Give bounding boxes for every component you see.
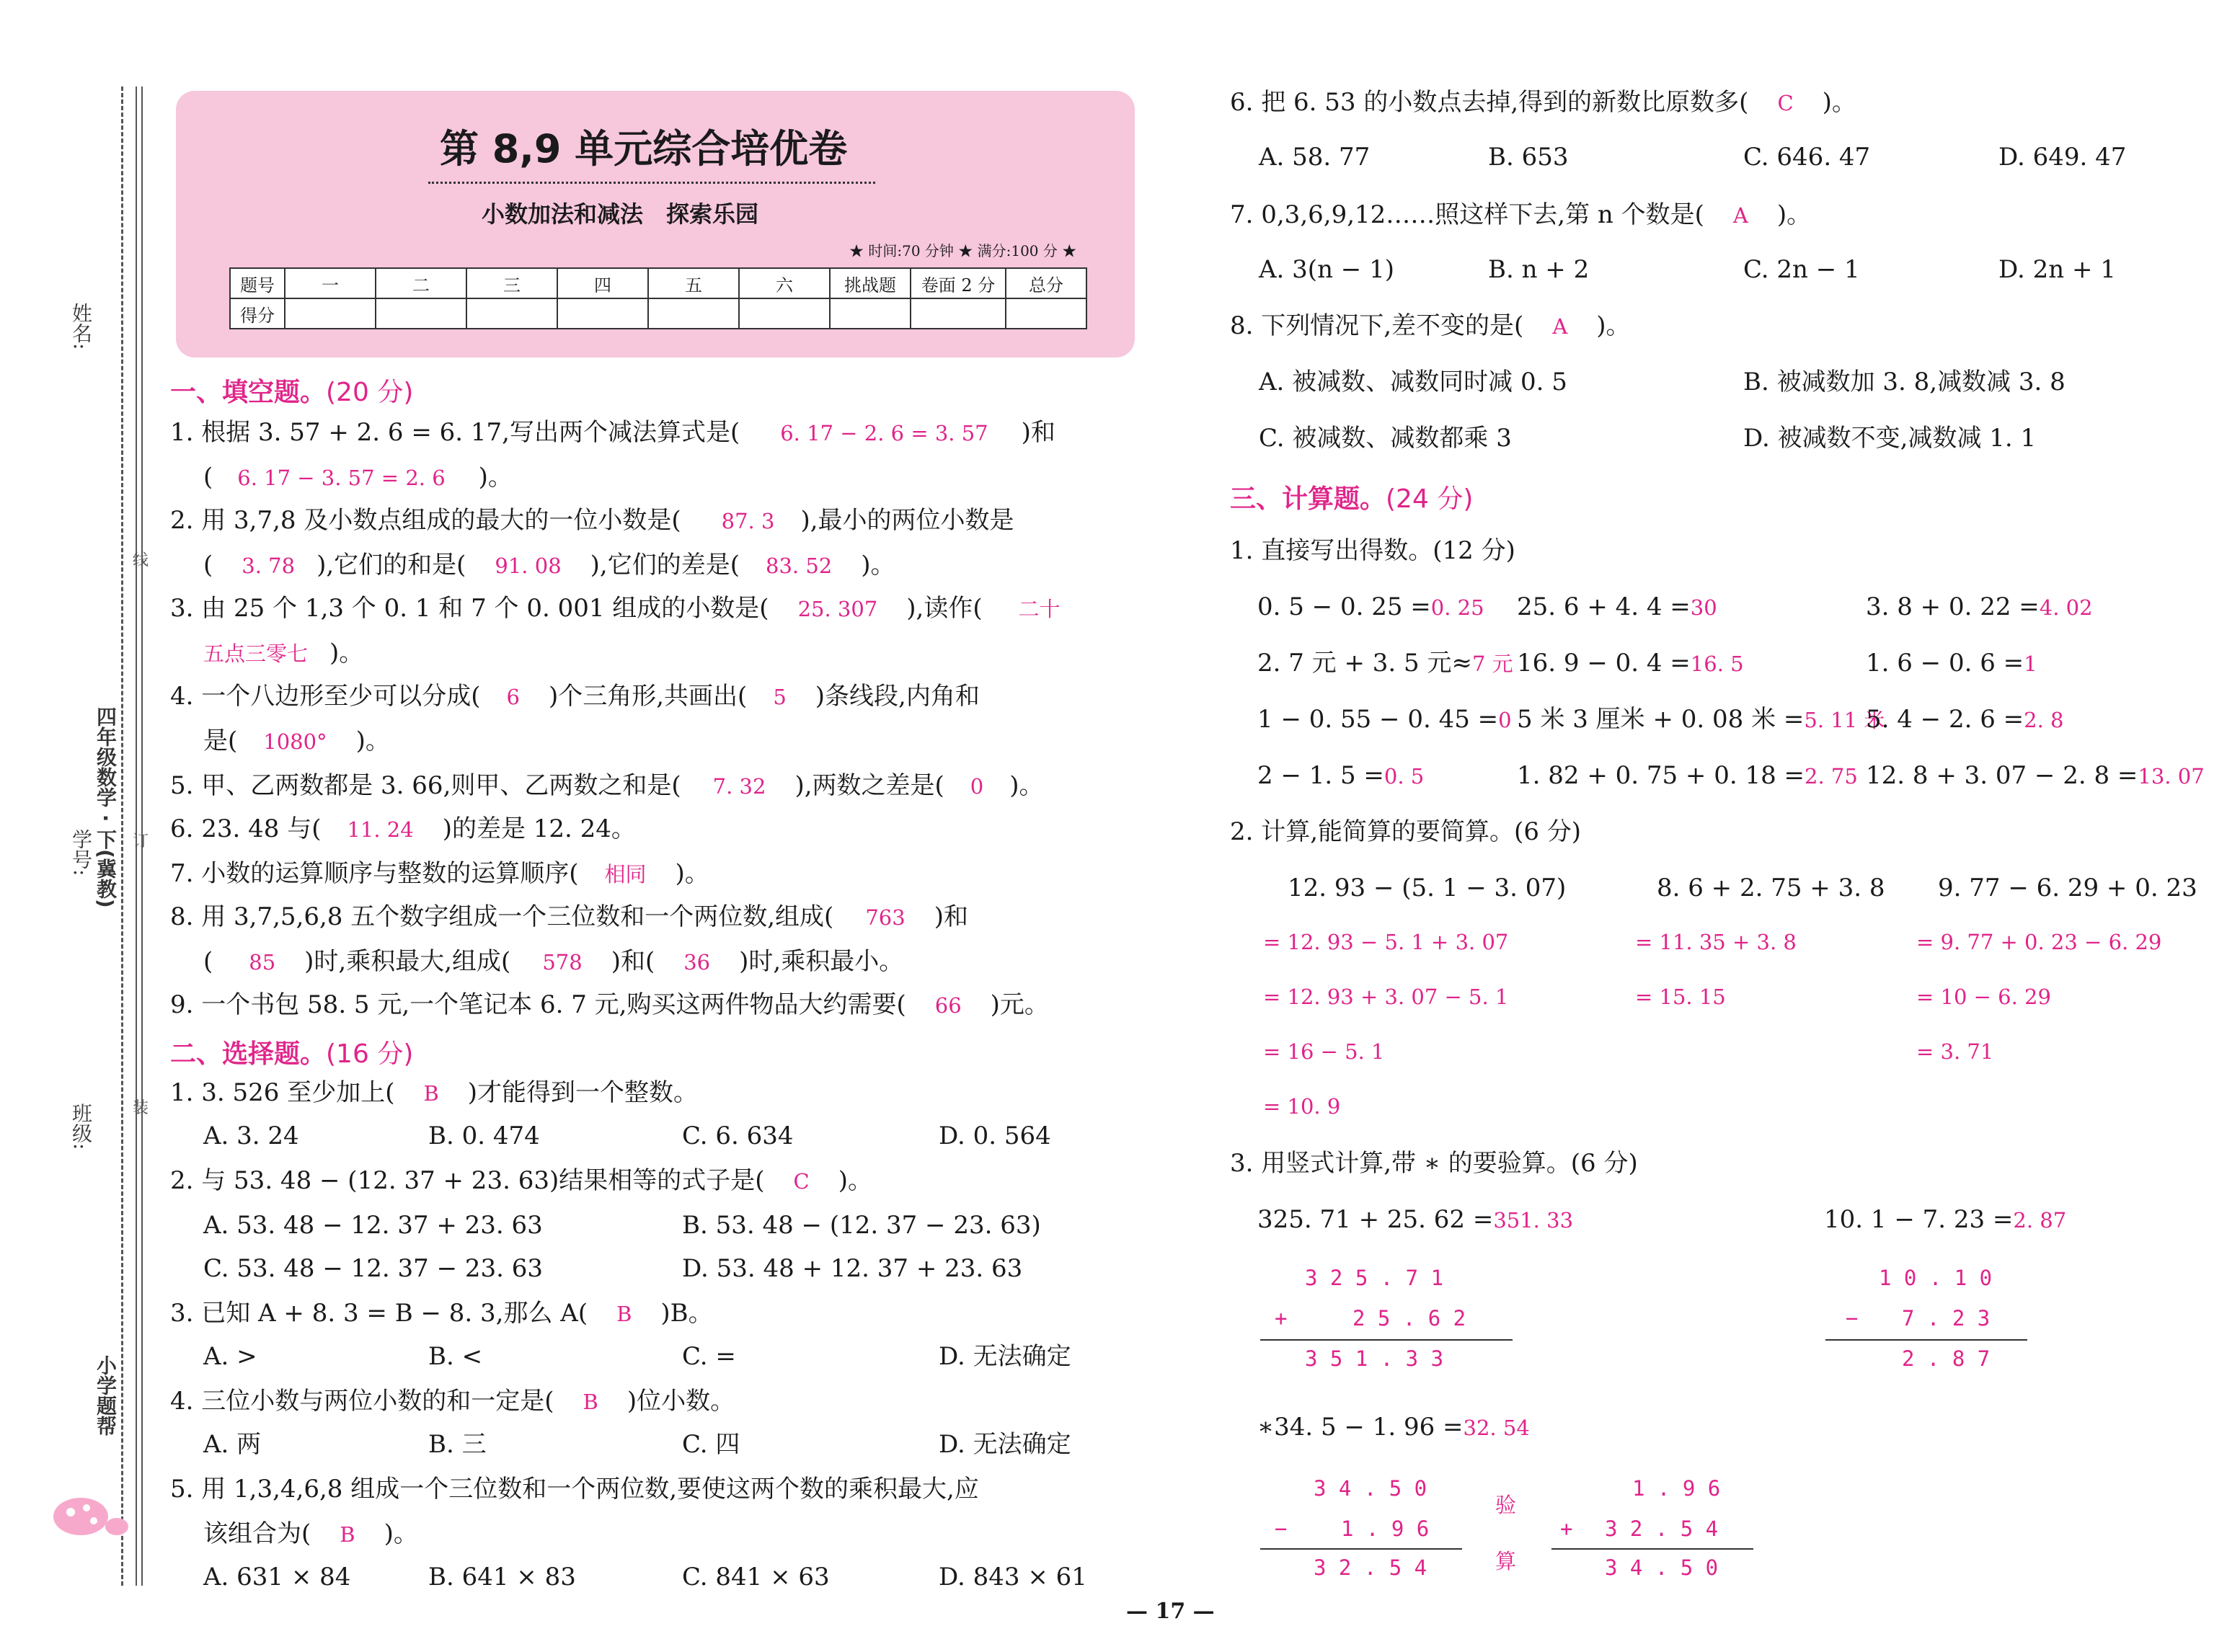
score-cell: 得分 <box>230 298 285 329</box>
cut-char-1: 线 <box>133 551 149 569</box>
option: D. 无法确定 <box>939 1342 1071 1371</box>
section-1-title <box>170 372 413 409</box>
v3-operator: − <box>1275 1516 1288 1541</box>
option: D. 649. 47 <box>1998 143 2127 172</box>
s2-q7 <box>1230 199 1811 231</box>
text: )。 <box>838 1166 872 1195</box>
answer: B <box>616 1302 632 1326</box>
v1-mid: 2 5 . 6 2 <box>1352 1306 1466 1331</box>
oral-calc <box>1257 591 1484 623</box>
option: B. 被减数加 3. 8,减数减 3. 8 <box>1743 368 2066 396</box>
calc-answer: 30 <box>1690 595 1717 620</box>
option: D. 被减数不变,减数减 1. 1 <box>1743 424 2037 453</box>
s1-q4-line2 <box>203 725 390 758</box>
text: 6. 23. 48 与( <box>170 814 322 843</box>
cut-char-3: 装 <box>133 1099 149 1117</box>
answer: B <box>423 1081 439 1106</box>
text: ),它们的差是( <box>590 551 740 579</box>
oral-calc <box>1866 703 2064 736</box>
text: 7. 0,3,6,9,12……照这样下去,第 n 个数是( <box>1230 200 1704 229</box>
text: ),读作( <box>906 594 983 623</box>
option: A. 3. 24 <box>203 1122 299 1150</box>
calc-question: 1 − 0. 55 − 0. 45 = <box>1257 705 1499 734</box>
calc-question: 3. 8 + 0. 22 = <box>1866 592 2040 621</box>
v3-top: 3 4 . 5 0 <box>1314 1476 1427 1501</box>
text: 2. 用 3,7,8 及小数点组成的最大的一位小数是( <box>170 506 681 535</box>
v4-mid: 3 2 . 5 4 <box>1605 1516 1719 1541</box>
vertical-calc-1-prompt <box>1257 1204 1573 1236</box>
score-cell: 题号 <box>230 268 285 298</box>
text: )。 <box>355 727 390 755</box>
answer: 相同 <box>604 862 647 887</box>
option: D. 2n + 1 <box>1998 255 2116 284</box>
text: 4. 三位小数与两位小数的和一定是( <box>170 1387 554 1416</box>
s1-q4-line1 <box>170 680 980 713</box>
book-title: 四年级数学 · 下(冀教) <box>94 706 118 908</box>
calc-answer: 1 <box>2024 652 2037 676</box>
simplify-step: = 9. 77 + 0. 23 − 6. 29 <box>1916 930 2162 954</box>
simplify-step: = 12. 93 − 5. 1 + 3. 07 <box>1263 930 1509 954</box>
answer: 1080° <box>263 729 327 754</box>
simplify-step: = 10 − 6. 29 <box>1916 985 2051 1009</box>
text: )。 <box>675 859 709 888</box>
v1-operator: + <box>1275 1306 1288 1331</box>
s1-q3-line2 <box>203 637 363 670</box>
page-subtitle: 小数加法和减法 探索乐园 <box>482 200 759 228</box>
text: )。 <box>384 1519 418 1548</box>
mushroom-logo <box>50 1492 130 1542</box>
answer: 578 <box>542 950 583 974</box>
option: A. 631 × 84 <box>203 1563 351 1591</box>
v2-operator: − <box>1846 1306 1859 1331</box>
s1-q3-line1 <box>170 592 1061 625</box>
oral-calc <box>1257 647 1513 680</box>
option: D. 53. 48 + 12. 37 + 23. 63 <box>682 1254 1023 1283</box>
answer: 3. 78 <box>242 554 296 578</box>
option: A. > <box>203 1342 257 1371</box>
text: )。 <box>329 639 364 667</box>
s3-part2-title: 2. 计算,能简算的要简算。(6 分) <box>1230 817 1582 846</box>
s3-part1-title: 1. 直接写出得数。(12 分) <box>1230 536 1515 565</box>
section-1-points: (20 分) <box>326 378 414 407</box>
text: 1. 根据 3. 57 + 2. 6 = 6. 17,写出两个减法算式是( <box>170 418 740 447</box>
name-label: 姓名: <box>69 303 93 350</box>
v2-result: 2 . 8 7 <box>1902 1346 1991 1371</box>
answer: 11. 24 <box>347 817 414 842</box>
text: 3. 由 25 个 1,3 个 0. 1 和 7 个 0. 001 组成的小数是( <box>170 594 769 623</box>
s1-q1-line2 <box>203 461 513 494</box>
answer: 0 <box>970 774 984 799</box>
section-2-heading: 二、选择题。 <box>170 1039 327 1069</box>
option: A. 两 <box>203 1430 262 1459</box>
s1-q8-line2 <box>203 946 903 978</box>
simplify-step: = 11. 35 + 3. 8 <box>1635 930 1797 954</box>
answer: 7. 32 <box>712 774 766 799</box>
calc-answer: 0 <box>1498 708 1512 732</box>
answer: A <box>1552 314 1568 339</box>
check-label: 算 <box>1495 1549 1517 1573</box>
score-cell: 总分 <box>1006 268 1086 298</box>
section-3-title <box>1230 479 1473 515</box>
v4-top: 1 . 9 6 <box>1632 1476 1721 1501</box>
option: C. 6. 634 <box>682 1122 794 1150</box>
score-input[interactable] <box>557 298 648 329</box>
option: C. = <box>682 1342 736 1371</box>
binding-dashed-line <box>121 86 123 1586</box>
calc-answer: 0. 25 <box>1430 595 1484 620</box>
text: ( <box>203 551 213 579</box>
answer: 91. 08 <box>495 554 562 578</box>
answer: C <box>1777 91 1794 115</box>
calc-answer: 2. 8 <box>2024 708 2064 732</box>
text: 3. 已知 A + 8. 3 = B − 8. 3,那么 A( <box>170 1299 588 1328</box>
calc-question: ∗34. 5 − 1. 96 = <box>1257 1413 1464 1442</box>
score-cell: 卷面 2 分 <box>911 268 1006 298</box>
score-input[interactable] <box>830 298 911 329</box>
text: )。 <box>1776 200 1812 229</box>
section-2-title <box>170 1034 413 1070</box>
s1-q9 <box>170 989 1049 1021</box>
s2-q8 <box>1230 310 1631 342</box>
answer: 五点三零七 <box>203 641 309 666</box>
answer: 66 <box>934 993 962 1018</box>
s2-q5-line2 <box>203 1518 418 1550</box>
section-2-points: (16 分) <box>326 1039 414 1069</box>
score-input[interactable] <box>376 298 466 329</box>
s1-q8-line1 <box>170 901 968 933</box>
text: 9. 一个书包 58. 5 元,一个笔记本 6. 7 元,购买这两件物品大约需要( <box>170 990 906 1019</box>
score-input[interactable] <box>739 298 830 329</box>
answer: 6 <box>506 685 520 709</box>
section-3-points: (24 分) <box>1386 484 1474 514</box>
answer: B <box>583 1390 598 1414</box>
option: D. 843 × 61 <box>939 1563 1087 1591</box>
v3-result: 3 2 . 5 4 <box>1314 1555 1427 1580</box>
text: )和( <box>611 947 655 976</box>
v1-rule <box>1260 1339 1513 1341</box>
answer: 87. 3 <box>721 509 775 533</box>
s1-q7 <box>170 858 709 890</box>
option: B. 0. 474 <box>428 1122 540 1150</box>
answer: 6. 17 − 3. 57 = 2. 6 <box>237 466 446 490</box>
time-score-meta: ★ 时间:70 分钟 ★ 满分:100 分 ★ <box>849 242 1077 259</box>
s1-q6 <box>170 813 636 845</box>
simplify-expr: 12. 93 − (5. 1 − 3. 07) <box>1288 874 1567 902</box>
calc-answer: 2. 87 <box>2013 1208 2067 1233</box>
text: 是( <box>203 727 238 755</box>
answer: 6. 17 − 2. 6 = 3. 57 <box>780 421 988 445</box>
s2-q4 <box>170 1385 735 1418</box>
text: 1. 3. 526 至少加上( <box>170 1078 395 1107</box>
text: 7. 小数的运算顺序与整数的运算顺序( <box>170 859 579 888</box>
text: )时,乘积最大,组成( <box>304 947 511 976</box>
option: A. 被减数、减数同时减 0. 5 <box>1259 368 1567 396</box>
v4-result: 3 4 . 5 0 <box>1605 1555 1719 1580</box>
answer: A <box>1732 203 1748 228</box>
class-label: 班级: <box>69 1103 93 1150</box>
v3-rule <box>1260 1548 1462 1550</box>
text: )才能得到一个整数。 <box>467 1078 699 1107</box>
simplify-expr: 9. 77 − 6. 29 + 0. 23 <box>1938 874 2197 902</box>
page-title: 第 8,9 单元综合培优卷 <box>440 126 848 172</box>
oral-calc <box>1517 760 1858 792</box>
oral-calc <box>1257 760 1424 792</box>
score-input[interactable] <box>466 298 557 329</box>
option: B. n + 2 <box>1488 255 1590 284</box>
vertical-calc-3-prompt <box>1257 1411 1530 1444</box>
calc-question: 2 − 1. 5 = <box>1257 761 1384 790</box>
score-input[interactable] <box>648 298 739 329</box>
calc-answer: 16. 5 <box>1690 652 1744 676</box>
answer: 5 <box>773 685 787 709</box>
s1-q2-line2 <box>203 549 895 582</box>
simplify-step: = 3. 71 <box>1916 1039 1994 1064</box>
text: ),它们的和是( <box>316 551 466 579</box>
option: C. 646. 47 <box>1743 143 1871 172</box>
oral-calc <box>1866 591 2093 623</box>
text: 2. 与 53. 48 − (12. 37 + 23. 63)结果相等的式子是( <box>170 1166 765 1195</box>
calc-question: 10. 1 − 7. 23 = <box>1824 1205 2014 1234</box>
text: ),两数之差是( <box>794 771 944 800</box>
calc-answer: 0. 5 <box>1383 764 1425 789</box>
score-cell: 一 <box>285 268 376 298</box>
option: B. < <box>428 1342 483 1371</box>
score-cell: 三 <box>466 268 557 298</box>
option: A. 3(n − 1) <box>1259 255 1394 284</box>
text: )。 <box>1596 311 1631 340</box>
calc-answer: 13. 07 <box>2138 764 2205 789</box>
answer: 83. 52 <box>766 554 833 578</box>
text: )。 <box>478 463 513 492</box>
s1-q1-line1 <box>170 417 1055 449</box>
answer: 763 <box>865 905 906 930</box>
calc-question: 325. 71 + 25. 62 = <box>1257 1205 1494 1234</box>
oral-calc <box>1866 647 2037 680</box>
calc-question: 5 米 3 厘米 + 0. 08 米 = <box>1517 705 1805 734</box>
text: )和 <box>1021 418 1055 447</box>
s3-part3-title: 3. 用竖式计算,带 ∗ 的要验算。(6 分) <box>1230 1149 1638 1178</box>
answer: 85 <box>249 950 276 974</box>
text: )个三角形,共画出( <box>548 682 748 711</box>
score-input[interactable] <box>1006 298 1086 329</box>
score-cell: 五 <box>648 268 739 298</box>
v4-operator: + <box>1560 1516 1573 1541</box>
oral-calc <box>1517 703 1885 736</box>
s2-q5-line1: 5. 用 1,3,4,6,8 组成一个三位数和一个两位数,要使这两个数的乘积最大,应 <box>170 1475 979 1504</box>
calc-question: 2. 7 元 + 3. 5 元≈ <box>1257 649 1472 678</box>
calc-question: 12. 8 + 3. 07 − 2. 8 = <box>1866 761 2138 790</box>
oral-calc <box>1257 703 1512 736</box>
score-cell: 挑战题 <box>830 268 911 298</box>
check-label: 验 <box>1495 1493 1517 1517</box>
calc-question: 1. 82 + 0. 75 + 0. 18 = <box>1517 761 1805 790</box>
section-3-heading: 三、计算题。 <box>1230 484 1386 514</box>
calc-question: 1. 6 − 0. 6 = <box>1866 649 2024 678</box>
option: D. 无法确定 <box>939 1430 1071 1459</box>
option: B. 653 <box>1488 143 1569 172</box>
oral-calc <box>1517 647 1744 680</box>
text: )时,乘积最小。 <box>739 947 904 976</box>
cut-char-2: 订 <box>133 832 149 851</box>
v1-result: 3 5 1 . 3 3 <box>1305 1346 1444 1371</box>
calc-answer: 32. 54 <box>1463 1416 1530 1440</box>
section-1-heading: 一、填空题。 <box>170 378 327 407</box>
simplify-step: = 12. 93 + 3. 07 − 5. 1 <box>1263 985 1509 1009</box>
oral-calc <box>1866 760 2205 792</box>
option: B. 641 × 83 <box>428 1563 576 1591</box>
option: B. 三 <box>428 1430 487 1459</box>
brand-label: 小学题帮 <box>94 1355 118 1436</box>
s1-q2-line1 <box>170 505 1014 537</box>
option: C. 被减数、减数都乘 3 <box>1259 424 1512 453</box>
s2-q2 <box>170 1165 872 1197</box>
calc-answer: 351. 33 <box>1493 1208 1574 1233</box>
text: )位小数。 <box>627 1387 735 1416</box>
option: C. 2n − 1 <box>1743 255 1860 284</box>
answer: 36 <box>683 950 711 974</box>
text: )B。 <box>660 1299 713 1328</box>
student-id-label: 学号: <box>69 829 93 876</box>
text: )元。 <box>990 990 1049 1019</box>
s1-q5 <box>170 770 1044 802</box>
simplify-expr: 8. 6 + 2. 75 + 3. 8 <box>1657 874 1885 902</box>
score-cell: 六 <box>739 268 830 298</box>
simplify-step: = 10. 9 <box>1263 1094 1341 1119</box>
simplify-step: = 16 − 5. 1 <box>1263 1039 1385 1064</box>
text: )。 <box>1009 771 1044 800</box>
score-input[interactable] <box>285 298 376 329</box>
text: 4. 一个八边形至少可以分成( <box>170 682 481 711</box>
option: C. 53. 48 − 12. 37 − 23. 63 <box>203 1254 544 1283</box>
text: 该组合为( <box>203 1519 311 1548</box>
simplify-step: = 15. 15 <box>1635 985 1726 1009</box>
score-cell: 二 <box>376 268 466 298</box>
text: )条线段,内角和 <box>815 682 980 711</box>
score-input[interactable] <box>911 298 1006 329</box>
v4-rule <box>1551 1548 1753 1550</box>
answer: 二十 <box>1018 597 1061 621</box>
answer: 25. 307 <box>797 597 878 621</box>
option: A. 53. 48 − 12. 37 + 23. 63 <box>203 1211 543 1240</box>
calc-question: 0. 5 − 0. 25 = <box>1257 592 1431 621</box>
v3-mid: 1 . 9 6 <box>1341 1516 1430 1541</box>
vertical-calc-2-prompt <box>1824 1204 2066 1236</box>
option: B. 53. 48 − (12. 37 − 23. 63) <box>682 1211 1041 1240</box>
text: )的差是 12. 24。 <box>442 814 636 843</box>
answer: C <box>793 1169 810 1194</box>
oral-calc <box>1517 591 1717 623</box>
calc-question: 16. 9 − 0. 4 = <box>1517 649 1691 678</box>
calc-question: 25. 6 + 4. 4 = <box>1517 592 1691 621</box>
text: 8. 用 3,7,5,6,8 五个数字组成一个三位数和一个两位数,组成( <box>170 902 834 931</box>
v1-top: 3 2 5 . 7 1 <box>1305 1266 1444 1290</box>
text: ( <box>203 463 213 492</box>
score-table <box>229 267 1087 329</box>
title-divider <box>428 182 875 184</box>
calc-answer: 2. 75 <box>1805 764 1858 789</box>
option: A. 58. 77 <box>1259 143 1371 172</box>
text: 5. 甲、乙两数都是 3. 66,则甲、乙两数之和是( <box>170 771 681 800</box>
option: C. 四 <box>682 1430 740 1459</box>
calc-answer: 7 元 <box>1471 652 1513 676</box>
answer: B <box>340 1522 355 1547</box>
score-cell: 四 <box>557 268 648 298</box>
text: 8. 下列情况下,差不变的是( <box>1230 311 1524 340</box>
option: C. 841 × 63 <box>682 1563 830 1591</box>
s2-q1 <box>170 1077 698 1109</box>
text: ( <box>203 947 213 976</box>
text: )。 <box>1822 88 1856 117</box>
text: ),最小的两位小数是 <box>800 506 1014 535</box>
s2-q6 <box>1230 86 1856 119</box>
text: )和 <box>934 902 968 931</box>
v2-mid: 7 . 2 3 <box>1902 1306 1991 1331</box>
calc-answer: 5. 11 米 <box>1804 708 1885 732</box>
v2-rule <box>1825 1339 2027 1341</box>
s2-q3 <box>170 1297 713 1330</box>
text: )。 <box>861 551 895 579</box>
text: 6. 把 6. 53 的小数点去掉,得到的新数比原数多( <box>1230 88 1749 117</box>
calc-answer: 4. 02 <box>2039 595 2093 620</box>
option: D. 0. 564 <box>939 1122 1051 1150</box>
page-number: — 17 — <box>1126 1599 1215 1624</box>
v2-top: 1 0 . 1 0 <box>1879 1266 1993 1290</box>
calc-question: 5. 4 − 2. 6 = <box>1866 705 2024 734</box>
